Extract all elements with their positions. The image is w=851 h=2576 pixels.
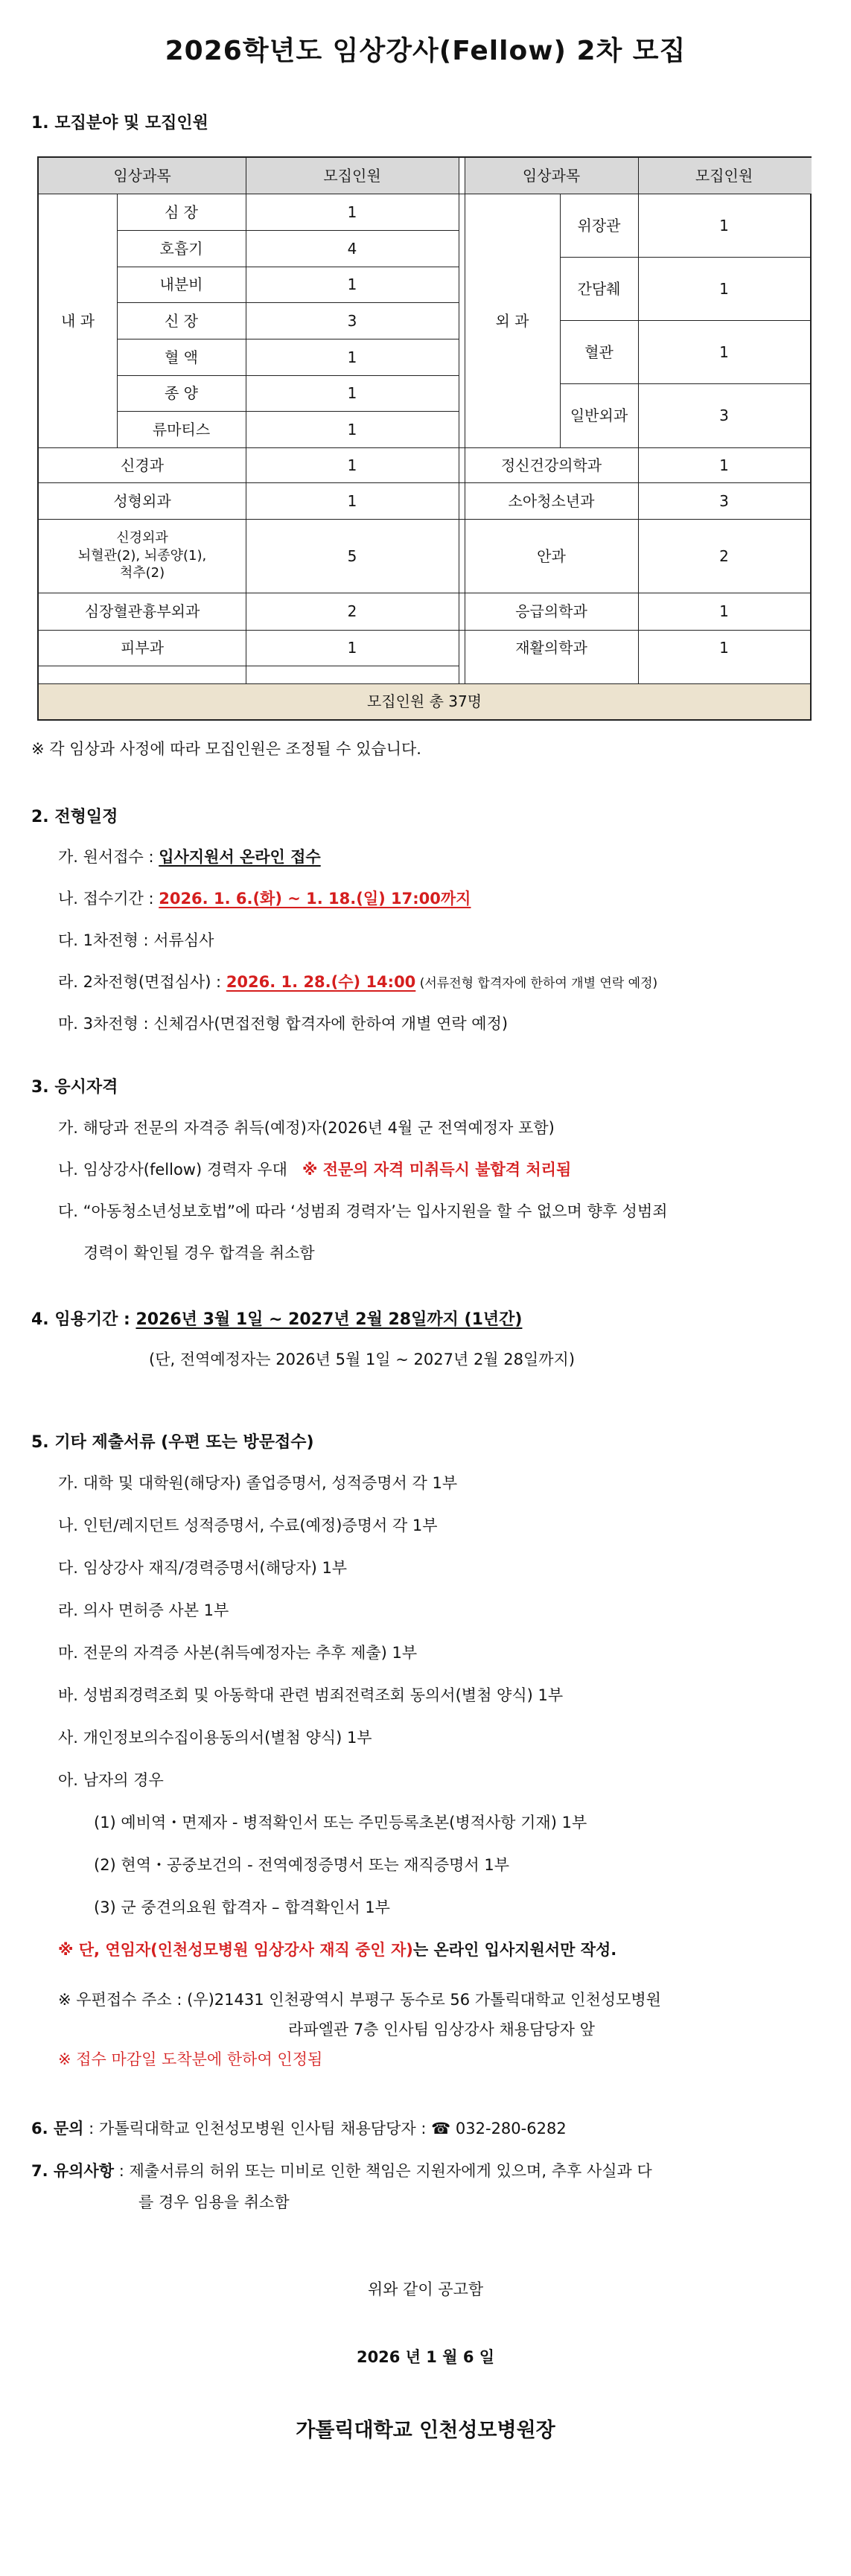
label: 나. 임상강사(fellow) 경력자 우대 [58,1161,287,1179]
schedule-third-round: 마. 3차전형 : 신체검사(면접전형 합격자에 한하여 개별 연락 예정) [58,1015,509,1033]
section-4-heading [31,1307,522,1330]
dept-name: 성형외과 [113,491,171,510]
dept-name: 재활의학과 [515,639,587,657]
section-1-heading: 1. 모집분야 및 모집인원 [31,114,208,133]
dept-name: 일반외과 [570,407,628,424]
dept-count: 1 [347,639,357,657]
dept-count: 1 [719,279,729,298]
mail-address-line1: ※ 우편접수 주소 : (우)21431 인천광역시 부평구 동수로 56 가톨릭대학교 인천성모병원 [58,1991,661,2009]
announce-date: 2026 년 1 월 6 일 [356,2348,495,2366]
document-item: 가. 대학 및 대학원(해당자) 졸업증명서, 성적증명서 각 1부 [58,1474,458,1492]
dept-name: 심장혈관흉부외과 [84,602,200,620]
dept-count: 1 [719,456,729,474]
dept-count: 1 [347,384,357,402]
announce-text: 위와 같이 공고함 [367,2280,484,2298]
table-note: ※ 각 임상과 사정에 따라 모집인원은 조정될 수 있습니다. [31,740,421,758]
document-subitem: (1) 예비역・면제자 - 병적확인서 또는 주민등록초본(병적사항 기재) 1부 [94,1814,587,1831]
dept-name: 종 양 [165,384,198,402]
dept-count: 1 [347,203,357,221]
dept-name: 혈관 [584,342,613,361]
label: 가. 원서접수 : [58,848,159,866]
spacer [39,666,246,683]
dept-count: 3 [719,407,729,424]
label: 6. 문의 [31,2120,84,2137]
reappointment-highlight: 연임자(인천성모병원 임상강사 재직 중인 자) [105,1941,413,1959]
document-item: 아. 남자의 경우 [58,1771,164,1789]
page-title: 2026학년도 임상강사(Fellow) 2차 모집 [165,36,686,66]
dept-count: 3 [719,491,729,510]
schedule-period [58,887,471,909]
dept-name: 간담췌 [577,279,621,298]
dept-count: 3 [347,311,357,330]
dept-count: 1 [719,342,729,361]
dept-name: 신경과 [121,456,164,474]
section-7-notice [31,2159,652,2181]
dept-name: 심 장 [165,203,198,221]
dept-count: 2 [347,602,357,620]
dept-name: 피부과 [121,639,164,657]
header-dept-left: 임상과목 [113,167,171,185]
reappointment-note [58,1938,616,1960]
deadline-note: ※ 접수 마감일 도착분에 한하여 인정됨 [58,2050,323,2068]
notice-text: : 제출서류의 허위 또는 미비로 인한 책임은 지원자에게 있으며, 추후 사실과 다 [114,2162,652,2180]
signer: 가톨릭대학교 인천성모병원장 [296,2419,555,2442]
interview-datetime: 2026. 1. 28.(수) 14:00 [226,973,416,991]
recruitment-table [37,156,812,721]
dept-count: 1 [347,456,357,474]
mail-address-line2: 라파엘관 7층 인사팀 임상강사 채용담당자 앞 [288,2021,595,2038]
qualification-c-line2: 경력이 확인될 경우 합격을 취소함 [83,1244,315,1262]
document-item: 다. 임상강사 재직/경력증명서(해당자) 1부 [58,1559,348,1577]
section-3-heading: 3. 응시자격 [31,1078,118,1097]
schedule-first-round: 다. 1차전형 : 서류심사 [58,931,214,949]
label: 4. 임용기간 : [31,1310,136,1329]
dept-name: 혈 액 [165,348,198,366]
document-item: 나. 인턴/레지던트 성적증명서, 수료(예정)증명서 각 1부 [58,1517,438,1534]
dept-count: 1 [347,348,357,366]
dept-count: 1 [347,275,357,293]
dept-count: 1 [347,420,357,439]
interview-note: (서류전형 합격자에 한하여 개별 연락 예정) [415,976,658,991]
label: 나. 접수기간 : [58,890,159,908]
header-dept-right: 임상과목 [522,167,581,185]
application-method: 입사지원서 온라인 접수 [159,848,321,866]
dept-name: 신 장 [165,311,198,330]
dept-count: 2 [719,546,729,565]
section-5-heading: 5. 기타 제출서류 (우편 또는 방문접수) [31,1433,314,1452]
employment-period: 2026년 3월 1일 ~ 2027년 2월 28일까지 (1년간) [136,1310,523,1329]
dept-count: 1 [719,602,729,620]
dept-name: 정신건강의학과 [500,456,602,474]
section-7-notice-line2: 를 경우 임용을 취소함 [138,2193,290,2211]
section-2-heading: 2. 전형일정 [31,808,118,826]
dept-name: 안과 [537,546,566,565]
contact-text: : 가톨릭대학교 인천성모병원 인사팀 채용담당자 : ☎ 032-280-6282 [83,2120,567,2137]
qualification-b [58,1158,571,1180]
dept-name: 응급의학과 [515,602,587,620]
header-count-right: 모집인원 [695,167,753,185]
schedule-application [58,845,321,867]
label: 7. 유의사항 [31,2162,115,2180]
employment-period-note: (단, 전역예정자는 2026년 5월 1일 ~ 2027년 2월 28일까지) [149,1351,576,1368]
application-period: 2026. 1. 6.(화) ~ 1. 18.(일) 17:00까지 [159,890,471,908]
dept-name: 내분비 [159,275,203,293]
dept-count: 1 [719,216,729,235]
dept-name: 소아청소년과 [508,491,595,510]
dept-count: 1 [719,639,729,657]
dept-count: 5 [347,546,357,565]
header-count-left: 모집인원 [323,167,381,185]
document-item: 마. 전문의 자격증 사본(취득예정자는 추후 제출) 1부 [58,1644,418,1662]
dept-name-neurosurgery: 신경외과 뇌혈관(2), 뇌종양(1), 척추(2) [77,530,207,581]
internal-medicine-group: 내 과 [61,311,95,330]
dept-count: 4 [347,239,357,258]
label: ※ 단, [58,1941,106,1959]
document-item: 라. 의사 면허증 사본 1부 [58,1601,229,1619]
dept-name: 호흡기 [159,239,203,258]
dept-name: 위장관 [577,216,621,235]
surgery-group: 외 과 [495,311,529,330]
document-item: 사. 개인정보의수집이용동의서(별첨 양식) 1부 [58,1729,372,1747]
dept-name: 류마티스 [152,420,211,439]
qualification-c-line1: 다. “아동청소년성보호법”에 따라 ‘성범죄 경력자’는 입사지원을 할 수 없으며 향후 성범죄 [58,1202,668,1220]
label: 라. 2차전형(면접심사) : [58,973,226,991]
section-6-contact [31,2117,567,2139]
document-subitem: (3) 군 중견의요원 합격자 – 합격확인서 1부 [94,1898,390,1916]
dept-count: 1 [347,491,357,510]
qualification-warning: ※ 전문의 자격 미취득시 불합격 처리됨 [302,1161,572,1179]
schedule-interview [58,970,657,992]
label: 는 온라인 입사지원서만 작성. [412,1941,617,1959]
total-count: 모집인원 총 37명 [366,692,482,710]
document-subitem: (2) 현역・공중보건의 - 전역예정증명서 또는 재직증명서 1부 [94,1856,510,1874]
qualification-a: 가. 해당과 전문의 자격증 취득(예정)자(2026년 4월 군 전역예정자 포함) [58,1119,555,1137]
document-item: 바. 성범죄경력조회 및 아동학대 관련 범죄전력조회 동의서(별첨 양식) 1부 [58,1686,564,1704]
